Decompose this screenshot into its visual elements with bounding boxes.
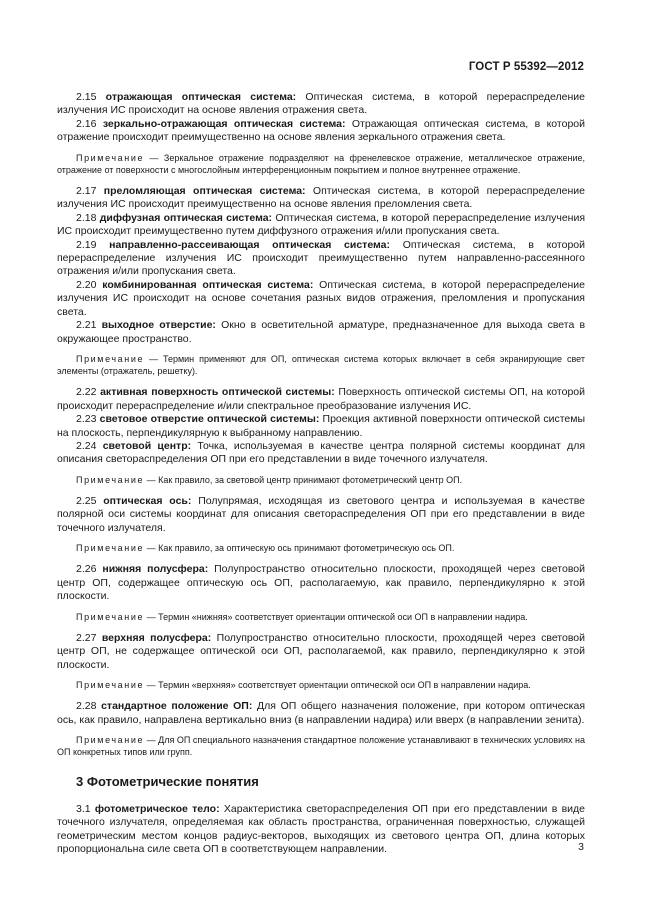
note-label: Примечание bbox=[76, 474, 145, 485]
definition-entry bbox=[57, 91, 585, 118]
entry-term: фотометрическое тело: bbox=[94, 802, 220, 815]
definition-entry bbox=[57, 212, 585, 239]
definition-entry bbox=[57, 700, 585, 727]
entry-text: Проекция активной поверхности оптической системы на плоскость, перпендикулярную к выбранному направлению. bbox=[57, 413, 585, 439]
definition-entry bbox=[57, 440, 585, 467]
entry-term: выходное отверстие: bbox=[101, 319, 216, 332]
entry-text: Характеристика светораспределения ОП при его представлении в виде точечного излучателя, определяемая как область пространства, ограниченная поверхностью, служащей геометрическим местом концов радиус-векторов, выходящих из светового центра ОП, длина которых пропорциональна силе света ОП в соответствующем направлении. bbox=[57, 802, 585, 856]
definition-entry bbox=[57, 239, 585, 279]
entry-text: Окно в осветительной арматуре, предназначенное для выхода света в окружающее пространство. bbox=[57, 319, 586, 345]
definition-entry bbox=[57, 413, 585, 440]
note-text: — Как правило, за оптическую ось принимают фотометрическую ось ОП. bbox=[146, 543, 455, 554]
entry-number: 2.15 bbox=[76, 91, 97, 103]
entry-number: 2.25 bbox=[76, 494, 97, 507]
definition-entry bbox=[57, 279, 585, 319]
entry-number: 2.28 bbox=[76, 700, 97, 713]
note-label: Примечание bbox=[76, 152, 145, 163]
note-label: Примечание bbox=[76, 680, 145, 691]
note bbox=[57, 474, 585, 486]
entry-number: 2.16 bbox=[76, 117, 97, 130]
page-content bbox=[57, 91, 585, 856]
note bbox=[57, 611, 585, 623]
entry-number: 2.26 bbox=[76, 563, 97, 576]
definition-entry bbox=[57, 319, 585, 346]
note-label: Примечание bbox=[76, 353, 145, 364]
entry-text: Полупространство относительно плоскости, проходящей через световой центр ОП, содержащее оптическую ось ОП, располагаемую, как правило, перпендикулярно к этой плоскости. bbox=[57, 563, 585, 603]
entry-text: Полупространство относительно плоскости, проходящей через световой центр ОП, не содержащее оптической оси ОП, располагаемой, как правило, перпендикулярно к этой плоскости. bbox=[57, 631, 586, 671]
entry-text: Для ОП общего назначения положение, при котором оптическая ось, как правило, направлена вертикально вниз (в направлении надира) или вверх (в направлении зенита). bbox=[57, 700, 586, 726]
entry-term: преломляющая оптическая система: bbox=[103, 185, 306, 198]
entry-number: 2.27 bbox=[76, 631, 97, 644]
definition-entry bbox=[57, 632, 585, 672]
page-number: 3 bbox=[578, 841, 584, 853]
entry-text: Оптическая система, в которой перераспределение излучения ИС происходит преимущественно путем направленно-рассеянного отражения и/или пропускания света. bbox=[57, 238, 585, 278]
entry-text: Полупрямая, исходящая из светового центра и используемая в качестве полярной оси системы координат для описания светораспределения ОП при его представлении в виде точечного излучателя. bbox=[57, 494, 586, 534]
definition-entry bbox=[57, 495, 585, 535]
entry-term: активная поверхность оптической системы: bbox=[100, 386, 335, 399]
entry-term: отражающая оптическая система: bbox=[105, 91, 297, 103]
entry-term: световое отверстие оптической системы: bbox=[99, 413, 320, 426]
note-label: Примечание bbox=[76, 735, 145, 746]
section-heading: 3 Фотометрические понятия bbox=[76, 774, 259, 790]
note-text: — Как правило, за световой центр принимают фотометрический центр ОП. bbox=[146, 474, 463, 485]
entry-text: Отражающая оптическая система, в которой отражение происходит преимущественно на основе явления зеркального отражения света. bbox=[57, 117, 585, 144]
entry-term: стандартное положение ОП: bbox=[101, 700, 253, 713]
entry-term: световой центр: bbox=[102, 439, 192, 452]
entry-text: Точка, используемая в качестве центра полярной системы координат для описания светораспределения ОП при его представлении в виде точечного излучателя. bbox=[57, 439, 586, 466]
entry-number: 2.18 bbox=[76, 211, 97, 224]
entry-term: комбинированная оптическая система: bbox=[102, 278, 314, 291]
note-label: Примечание bbox=[76, 611, 145, 622]
entry-text: Поверхность оптической системы ОП, на которой происходит перераспределение и/или спектральное преобразование излучения ИС. bbox=[57, 386, 585, 412]
note-text: — Зеркальное отражение подразделяют на френелевское отражение, металлическое отражение, отражение от поверхности с многослойным интерференционным покрытием и полное внутреннее отражение. bbox=[57, 152, 585, 175]
entry-term: оптическая ось: bbox=[103, 494, 192, 507]
entry-text: Оптическая система, в которой перераспределение излучения ИС происходит на основе явления отражения света. bbox=[57, 91, 585, 117]
entry-number: 2.22 bbox=[76, 386, 97, 399]
entry-number: 2.20 bbox=[76, 278, 97, 291]
note-label: Примечание bbox=[76, 543, 145, 554]
note bbox=[57, 734, 585, 758]
entry-number: 2.21 bbox=[76, 319, 97, 332]
note bbox=[57, 542, 585, 554]
entry-text: Оптическая система, в которой перераспределение излучения ИС происходит преимущественно на основе явления преломления света. bbox=[57, 185, 585, 211]
note-text: — Термин «нижняя» соответствует ориентации оптической оси ОП в направлении надира. bbox=[146, 611, 528, 622]
entry-number: 2.24 bbox=[76, 439, 97, 452]
note bbox=[57, 679, 585, 691]
entry-term: зеркально-отражающая оптическая система: bbox=[102, 117, 346, 130]
entry-text: Оптическая система, в которой перераспределение излучения ИС происходит преимущественно путем диффузного отражения и/или пропускания света. bbox=[57, 211, 586, 238]
entry-number: 2.17 bbox=[76, 185, 97, 198]
entry-number: 2.23 bbox=[76, 413, 97, 426]
entry-number: 3.1 bbox=[76, 802, 91, 815]
entry-term: направленно-рассеивающая оптическая система: bbox=[109, 238, 390, 251]
note-text: — Термин «верхняя» соответствует ориентации оптической оси ОП в направлении надира. bbox=[146, 680, 531, 691]
entry-text: Оптическая система, в которой перераспределение излучения ИС происходит на основе сочетания разных видов отражения, преломления и пропускания света. bbox=[57, 278, 585, 318]
definition-entry bbox=[57, 563, 585, 603]
entry-term: верхняя полусфера: bbox=[101, 631, 212, 644]
definition-entry bbox=[57, 118, 585, 145]
definition-entry bbox=[57, 803, 585, 857]
definition-entry bbox=[57, 386, 585, 413]
note bbox=[57, 152, 585, 176]
entry-term: диффузная оптическая система: bbox=[99, 211, 273, 224]
entry-number: 2.19 bbox=[76, 238, 97, 251]
note-text: — Для ОП специального назначения стандартное положение устанавливают в технических условиях на ОП конкретных типов или групп. bbox=[57, 735, 585, 758]
note bbox=[57, 353, 585, 377]
entry-term: нижняя полусфера: bbox=[102, 563, 209, 576]
definition-entry bbox=[57, 185, 585, 212]
note-text: — Термин применяют для ОП, оптическая система которых включает в себя экранирующие свет элементы (отражатель, решетку). bbox=[57, 353, 585, 377]
document-header: ГОСТ Р 55392—2012 bbox=[468, 61, 584, 73]
